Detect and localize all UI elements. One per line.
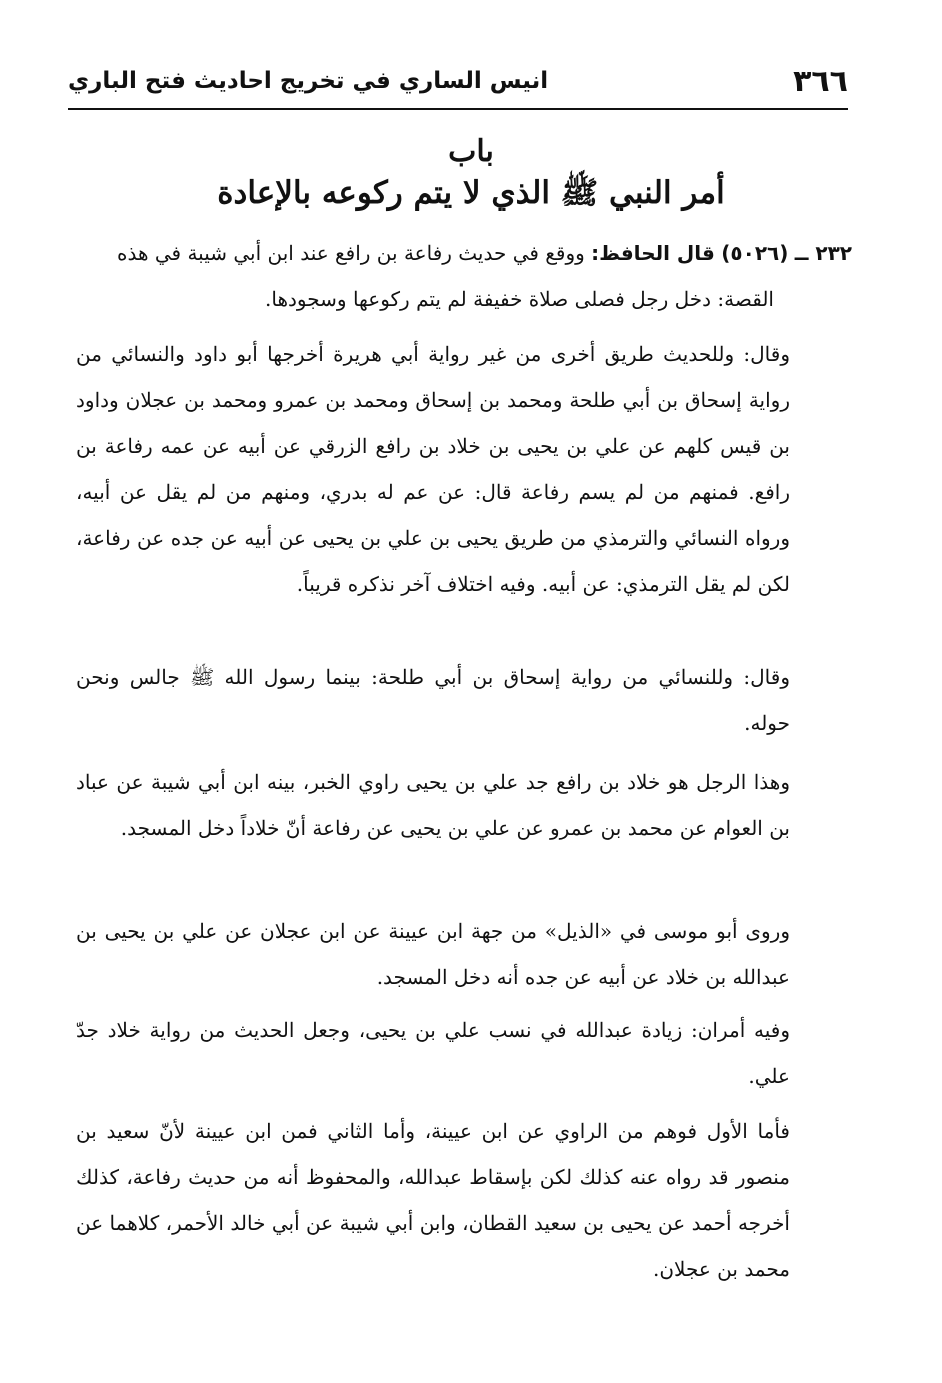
entry-text-line2: القصة: دخل رجل فصلى صلاة خفيفة لم يتم ركوعها وسجودها. — [265, 287, 774, 311]
entry-text-line1: ووقع في حديث رفاعة بن رافع عند ابن أبي شيبة في هذه — [116, 241, 585, 265]
page-number: ٣٦٦ — [793, 63, 848, 99]
paragraph: وقال: وللحديث طريق أخرى من غير رواية أبي هريرة أخرجها أبو داود والنسائي من رواية إسحاق بن أبي طلحة ومحمد بن إسحاق ومحمد بن عمرو ومحمد بن عجلان وداود بن قيس كلهم عن علي بن يحيى بن خلاد بن رافع الزرقي عن أبيه عن عمه رفاعة بن رافع. فمنهم من لم يسم رفاعة قال: عن عم له بدري، ومنهم من لم يقل عن أبيه، ورواه النسائي والترمذي من طريق يحيى بن علي بن يحيى عن أبيه عن جده عن رفاعة، لكن لم يقل الترمذي: عن أبيه. وفيه اختلاف آخر نذكره قريباً. — [76, 342, 790, 596]
paragraph: وفيه أمران: زيادة عبدالله في نسب علي بن يحيى، وجعل الحديث من رواية خلاد جدّ علي. — [76, 1018, 790, 1088]
paragraph: وهذا الرجل هو خلاد بن رافع جد علي بن يحيى راوي الخبر، بينه ابن أبي شيبة عن عباد بن العوام عن محمد بن عمرو عن علي بن يحيى عن رفاعة أنّ خلاداً دخل المسجد. — [76, 770, 790, 840]
running-header — [68, 58, 848, 104]
entry-number: ٢٣٢ ــ — [794, 241, 852, 265]
chapter-title: أمر النبي ﷺ الذي لا يتم ركوعه بالإعادة — [217, 175, 725, 211]
entry-speaker: قال الحافظ: — [591, 241, 715, 265]
paragraph: وروى أبو موسى في «الذيل» من جهة ابن عيينة عن ابن عجلان عن علي بن يحيى بن عبدالله بن خلاد عن أبيه عن جده أنه دخل المسجد. — [76, 919, 790, 989]
chapter-label: باب — [448, 134, 494, 169]
header-rule — [68, 108, 848, 110]
paragraph: وقال: وللنسائي من رواية إسحاق بن أبي طلحة: بينما رسول الله ﷺ جالس ونحن حوله. — [76, 665, 790, 735]
hadith-entry — [76, 230, 852, 322]
entry-reference: (٥٠٢٦) — [721, 241, 789, 265]
entry-first-line — [76, 230, 852, 276]
book-title: انيس الساري في تخريج احاديث فتح الباري — [68, 68, 549, 94]
paragraph: فأما الأول فوهم من الراوي عن ابن عيينة، وأما الثاني فمن ابن عيينة لأنّ سعيد بن منصور قد رواه عنه كذلك لكن بإسقاط عبدالله، والمحفوظ أنه من حديث رفاعة، كذلك أخرجه أحمد عن يحيى بن سعيد القطان، وابن أبي شيبة عن أبي خالد الأحمر، كلاهما عن محمد بن عجلان. — [76, 1119, 790, 1281]
